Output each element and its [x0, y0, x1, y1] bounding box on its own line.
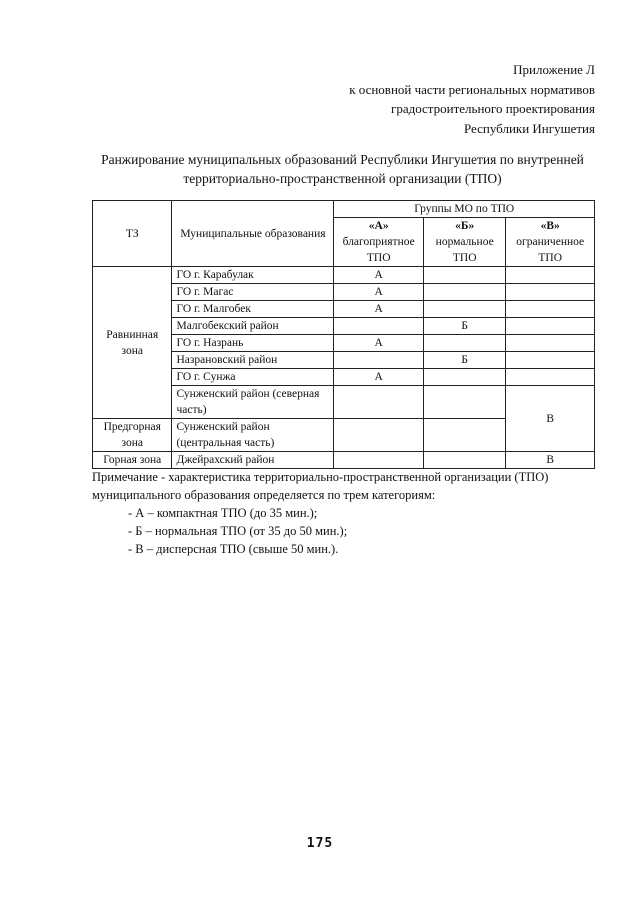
note-item: - А – компактная ТПО (до 35 мин.); [128, 506, 318, 520]
group-a-code: «А» [368, 220, 389, 232]
group-a-cell [334, 452, 424, 469]
mo-name: ГО г. Назрань [172, 335, 334, 352]
group-a-cell: А [334, 335, 424, 352]
group-v-cell [506, 369, 595, 386]
appendix-line: градостроительного проектирования [391, 101, 595, 116]
page-number: 175 [306, 836, 334, 851]
mo-name: ГО г. Сунжа [172, 369, 334, 386]
header-group-v [506, 218, 595, 267]
group-a-label: благоприятное ТПО [342, 236, 415, 264]
header-tz: ТЗ [93, 201, 172, 267]
title-line-2: территориально-пространственной организации (ТПО) [183, 171, 502, 186]
group-v-cell [506, 301, 595, 318]
group-v-label: ограниченное ТПО [516, 236, 585, 264]
appendix-line: к основной части региональных нормативов [349, 81, 595, 97]
table-header-row [93, 201, 595, 218]
table-row [93, 452, 595, 469]
document-title [90, 150, 595, 188]
group-a-cell: А [334, 267, 424, 284]
group-b-label: нормальное ТПО [435, 236, 494, 264]
group-a-cell [334, 386, 424, 419]
mo-name: ГО г. Магас [172, 284, 334, 301]
group-a-cell [334, 352, 424, 369]
zone-mountain: Горная зона [93, 452, 172, 469]
group-b-cell [423, 284, 505, 301]
group-b-cell [423, 452, 505, 469]
mo-name: ГО г. Карабулак [172, 267, 334, 284]
note-item: - В – дисперсная ТПО (свыше 50 мин.). [128, 542, 339, 556]
note-intro: Примечание - характеристика территориально-пространственной организации (ТПО) муниципального образования определяется по трем категориям: [92, 470, 549, 502]
group-v-code: «В» [540, 220, 560, 232]
note-item: - Б – нормальная ТПО (от 35 до 50 мин.); [128, 524, 348, 538]
group-a-cell [334, 419, 424, 452]
group-b-cell: Б [423, 318, 505, 335]
group-v-cell [506, 284, 595, 301]
ranking-table [92, 200, 595, 469]
group-v-cell: В [506, 452, 595, 469]
appendix-line: Республики Ингушетия [463, 120, 595, 136]
header-group-a [334, 218, 424, 267]
group-b-cell: Б [423, 352, 505, 369]
zone-foothill: Предгорная зона [93, 419, 172, 452]
group-v-cell-merged: В [506, 386, 595, 452]
title-line-1: Ранжирование муниципальных образований Республики Ингушетия по внутренней [101, 152, 584, 167]
group-b-cell [423, 369, 505, 386]
group-b-cell [423, 267, 505, 284]
group-a-cell: А [334, 369, 424, 386]
mo-name: Джейрахский район [172, 452, 334, 469]
mo-name: ГО г. Малгобек [172, 301, 334, 318]
group-a-cell [334, 318, 424, 335]
group-a-cell: А [334, 301, 424, 318]
group-b-code: «Б» [455, 220, 475, 232]
group-b-cell [423, 335, 505, 352]
group-a-cell: А [334, 284, 424, 301]
group-b-cell [423, 419, 505, 452]
mo-name: Сунженский район (северная часть) [172, 386, 334, 419]
header-mo: Муниципальные образования [172, 201, 334, 267]
group-b-cell [423, 301, 505, 318]
table-row [93, 267, 595, 284]
table-note [92, 468, 602, 558]
mo-name: Малгобекский район [172, 318, 334, 335]
header-groups: Группы МО по ТПО [334, 201, 595, 218]
group-b-cell [423, 386, 505, 419]
appendix-header [349, 60, 595, 138]
group-v-cell [506, 335, 595, 352]
mo-name: Назрановский район [172, 352, 334, 369]
group-v-cell [506, 267, 595, 284]
zone-plain: Равнинная зона [93, 267, 172, 419]
group-v-cell [506, 318, 595, 335]
group-v-cell [506, 352, 595, 369]
mo-name: Сунженский район (центральная часть) [172, 419, 334, 452]
appendix-line: Приложение Л [513, 62, 595, 77]
header-group-b [423, 218, 505, 267]
